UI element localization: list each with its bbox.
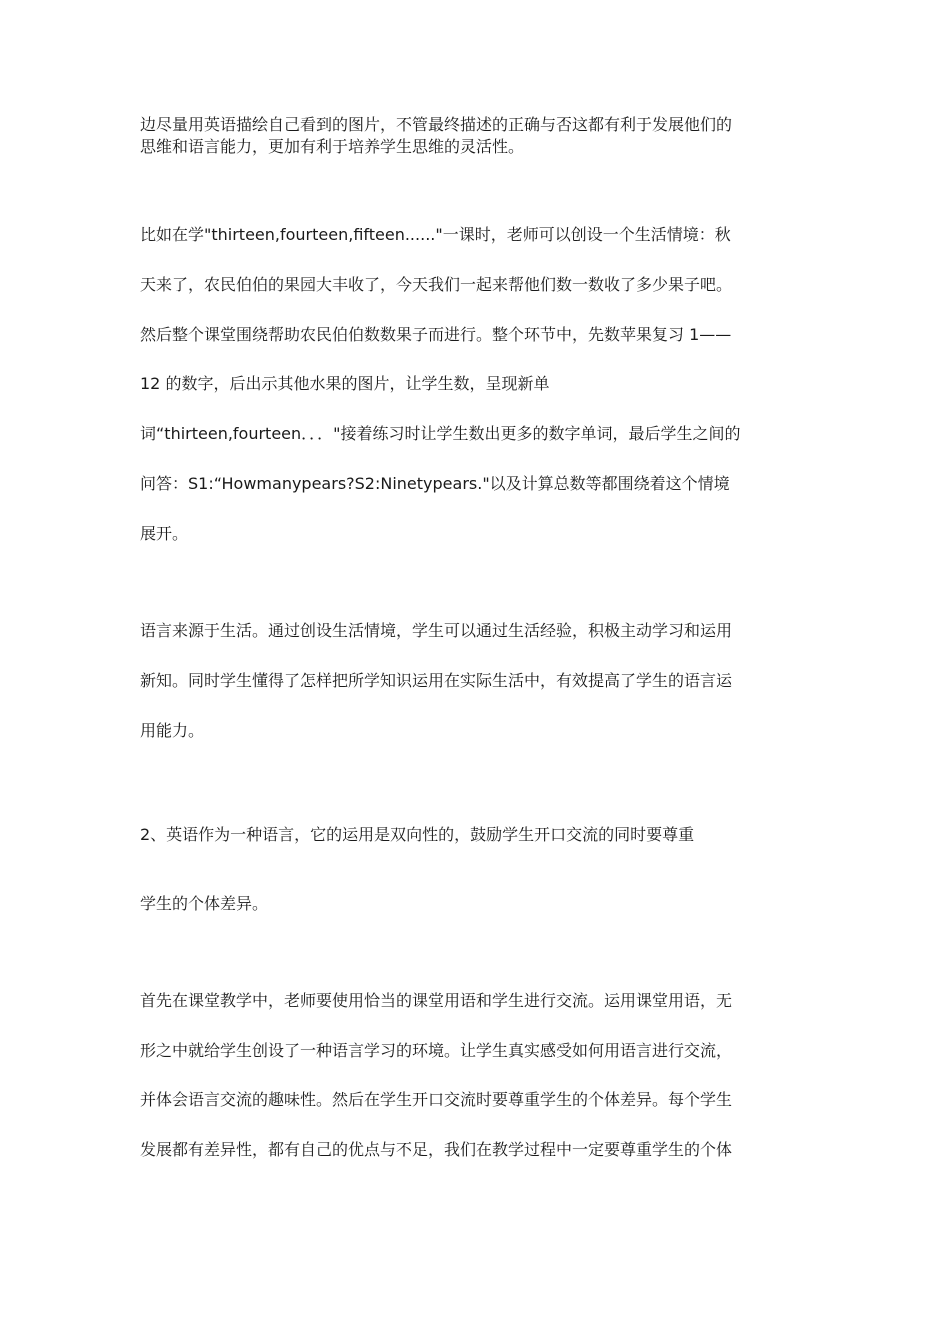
paragraph-3-line-2: 新知。同时学生懂得了怎样把所学知识运用在实际生活中，有效提高了学生的语言运 xyxy=(140,671,733,690)
section-2-heading-line-1: 2、英语作为一种语言，它的运用是双向性的，鼓励学生开口交流的同时要尊重 xyxy=(140,825,695,844)
paragraph-3-line-3: 用能力。 xyxy=(140,721,205,740)
paragraph-1-line-1: 边尽量用英语描绘自己看到的图片，不管最终描述的正确与否这都有利于发展他们的 xyxy=(140,115,733,134)
paragraph-3-line-1: 语言来源于生活。通过创设生活情境，学生可以通过生活经验，积极主动学习和运用 xyxy=(140,621,733,640)
paragraph-1-line-2: 思维和语言能力，更加有利于培养学生思维的灵活性。 xyxy=(140,137,525,156)
paragraph-2-line-7: 展开。 xyxy=(140,524,189,543)
section-2-heading-line-2: 学生的个体差异。 xyxy=(140,894,269,913)
paragraph-5-line-1: 首先在课堂教学中，老师要使用恰当的课堂用语和学生进行交流。运用课堂用语，无 xyxy=(140,991,733,1010)
paragraph-5-line-2: 形之中就给学生创设了一种语言学习的环境。让学生真实感受如何用语言进行交流， xyxy=(140,1041,733,1060)
paragraph-2-line-1: 比如在学"thirteen,fourteen,fifteen......"一课时，老师可以创设一个生活情境：秋 xyxy=(140,225,731,244)
paragraph-2-line-5: 词“thirteen,fourteen．．．"接着练习时让学生数出更多的数字单词，最后学生之间的 xyxy=(140,424,741,443)
paragraph-5-line-3: 并体会语言交流的趣味性。然后在学生开口交流时要尊重学生的个体差异。每个学生 xyxy=(140,1090,733,1109)
paragraph-5-line-4: 发展都有差异性，都有自己的优点与不足，我们在教学过程中一定要尊重学生的个体 xyxy=(140,1140,733,1159)
paragraph-2-line-2: 天来了，农民伯伯的果园大丰收了，今天我们一起来帮他们数一数收了多少果子吧。 xyxy=(140,275,733,294)
paragraph-2-line-6: 问答：S1:“Howmanypears?S2:Ninetypears."以及计算总数等都围绕着这个情境 xyxy=(140,474,730,493)
paragraph-2-line-4: 12 的数字，后出示其他水果的图片，让学生数，呈现新单 xyxy=(140,374,550,393)
paragraph-2-line-3: 然后整个课堂围绕帮助农民伯伯数数果子而进行。整个环节中，先数苹果复习 1—— xyxy=(140,325,732,344)
